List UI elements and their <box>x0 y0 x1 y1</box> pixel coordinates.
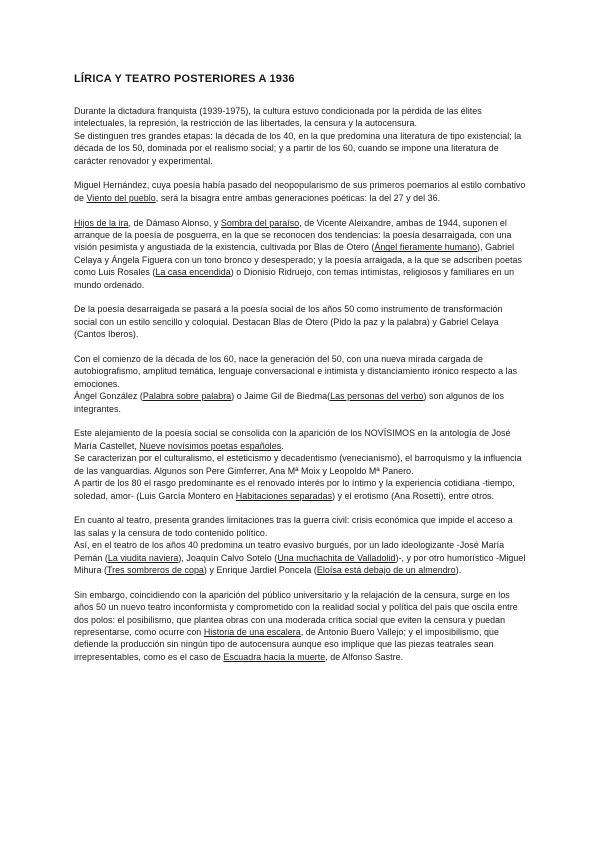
text-run: , de Dámaso Alonso, y <box>128 217 221 228</box>
link-escuadra-hacia-la-muerte[interactable]: Escuadra hacia la muerte <box>223 651 326 662</box>
link-tres-sombreros-de-copa[interactable]: Tres sombreros de copa <box>106 564 204 575</box>
paragraph-teatro-50 <box>74 589 526 663</box>
text-run: ) y Enrique Jardiel Poncela ( <box>203 564 317 575</box>
text-run: , será la bisagra entre ambas generaciones poéticas: la del 27 y del 36. <box>155 192 441 203</box>
text-run: ), Gabriel Celaya y Ángela Figuera con un tono bronco y desesperado; y la poesía arraigada, a la que se adscriben poetas como Luis Rosales ( <box>74 242 523 278</box>
link-eloisa-esta-debajo[interactable]: Eloísa está debajo de un almendro <box>316 564 456 575</box>
text-run: Miguel Hernández, cuya poesía había pasado del neopopularismo de sus primeros poemarios al estilo combativo de <box>74 180 526 203</box>
text-run: Así, en el teatro de los años 40 predomina un teatro evasivo burgués, por un lado ideologizante -José María Pemán ( <box>74 540 505 563</box>
paragraph-poesia-social: De la poesía desarraigada se pasará a la poesía social de los años 50 como instrumento de transformación social con un estilo sencillo y coloquial. Destacan Blas de Otero (Pido la paz y la palabra) y Gabriel Celaya (Cantos Iberos). <box>74 304 503 340</box>
text-run: ) o Jaime Gil de Biedma( <box>231 391 331 402</box>
text-run: ) son algunos de los integrantes. <box>74 391 504 414</box>
paragraph-posguerra <box>74 217 526 291</box>
link-viento-del-pueblo[interactable]: Viento del pueblo <box>86 192 156 203</box>
link-nueve-novisimos[interactable]: Nueve novísimos poetas españoles <box>139 440 282 451</box>
link-palabra-sobre-palabra[interactable]: Palabra sobre palabra <box>142 391 232 402</box>
text-run: Ángel González ( <box>74 391 143 402</box>
paragraph-intro <box>74 105 526 167</box>
text-run: ), Joaquín Calvo Sotelo ( <box>178 552 278 563</box>
link-las-personas-del-verbo[interactable]: Las personas del verbo <box>330 391 424 402</box>
text-run: Este alejamiento de la poesía social se consolida con la aparición de los NOVÍSIMOS en la antología de José María Castellet, <box>74 428 511 451</box>
paragraph-novisimos <box>74 427 526 501</box>
text-run: , de Alfonso Sastre. <box>325 651 404 662</box>
paragraph-generacion-50 <box>74 353 526 415</box>
text-run: ). <box>455 564 462 575</box>
link-sombra-del-paraiso[interactable]: Sombra del paraíso <box>220 217 300 228</box>
text-run: Se caracterizan por el culturalismo, el esteticismo y decadentismo (venecianismo), el barroquismo y la influencia de las vanguardias. Algunos son Pere Gimferrer, Ana Mª Moix y Leopoldo Mª Panero. <box>74 453 522 476</box>
document-title: LÍRICA Y TEATRO POSTERIORES A 1936 <box>74 73 295 85</box>
link-habitaciones-separadas[interactable]: Habitaciones separadas <box>235 490 333 501</box>
text-run: A partir de los 80 el rasgo predominante es el renovado interés por lo íntimo y la experiencia cotidiana -tiempo, soledad, amor- (Luis García Montero en <box>74 478 515 501</box>
text-run: , de Antonio Buero Vallejo; y el imposibilismo, que defiende la producción sin ningún tipo de autocensura aunque eso implique que las piezas teatrales sean irrepresentables, como es el caso de <box>74 626 499 662</box>
intro-line-1: Durante la dictadura franquista (1939-1975), la cultura estuvo condicionada por la pérdida de las élites intelectuales, la represión, la restricción de las libertades, la censura y la autocensura. <box>74 106 482 129</box>
document-page <box>74 72 526 676</box>
link-la-casa-encendida[interactable]: La casa encendida <box>155 267 231 278</box>
link-hijos-de-la-ira[interactable]: Hijos de la ira <box>74 217 129 228</box>
text-run: ) o Dionisio Ridruejo, con temas intimistas, religiosos y familiares en un mundo ordenado. <box>74 267 515 290</box>
link-la-viudita-naviera[interactable]: La viudita naviera <box>107 552 179 563</box>
text-run: )-, y por otro humorístico -Miguel Mihura ( <box>74 552 526 575</box>
link-una-muchachita-de-valladolid[interactable]: Una muchachita de Valladolid <box>277 552 396 563</box>
text-run: Con el comienzo de la década de los 60, nace la generación del 50, con una nueva mirada cargada de autobiografismo, amplitud temática, lenguaje conversacional e intimista y distanciamiento irónico respecto a las emociones. <box>74 354 518 389</box>
text-run: Sin embargo, coincidiendo con la aparición del público universitario y la relajación de la censura, surge en los años 50 un nuevo teatro inconformista y comprometido con la realidad social y política del país que oscila entre dos polos: el posibilismo, que plantea obras con una moderada crítica social que eviten la censura y puedan representarse, como ocurre con <box>74 589 518 637</box>
text-run: ) y el erotismo (Ana Rosetti), entre otros. <box>332 490 495 501</box>
paragraph-teatro-40 <box>74 514 526 576</box>
paragraph-hernandez <box>74 179 526 204</box>
text-run: . <box>281 440 284 451</box>
intro-line-2: Se distinguen tres grandes etapas: la década de los 40, en la que predomina una literatura de tipo existencial; la década de los 50, dominada por el realismo social; y a partir de los 60, cuando se impone una literatura de carácter renovador y experimental. <box>74 130 522 166</box>
text-run: , de Vicente Aleixandre, ambas de 1944, suponen el arranque de la poesía de posguerra, en la que se reconocen dos tendencias: la poesía desarraigada, con una visión pesimista y angustiada de la existencia, cultivada por Blas de Otero ( <box>74 217 512 253</box>
link-historia-de-una-escalera[interactable]: Historia de una escalera <box>203 626 301 637</box>
text-run: En cuanto al teatro, presenta grandes limitaciones tras la guerra civil: crisis económica que impide el acceso a las salas y la censura de todo contenido político. <box>74 515 513 538</box>
link-angel-fieramente-humano[interactable]: Ángel fieramente humano <box>374 242 478 253</box>
